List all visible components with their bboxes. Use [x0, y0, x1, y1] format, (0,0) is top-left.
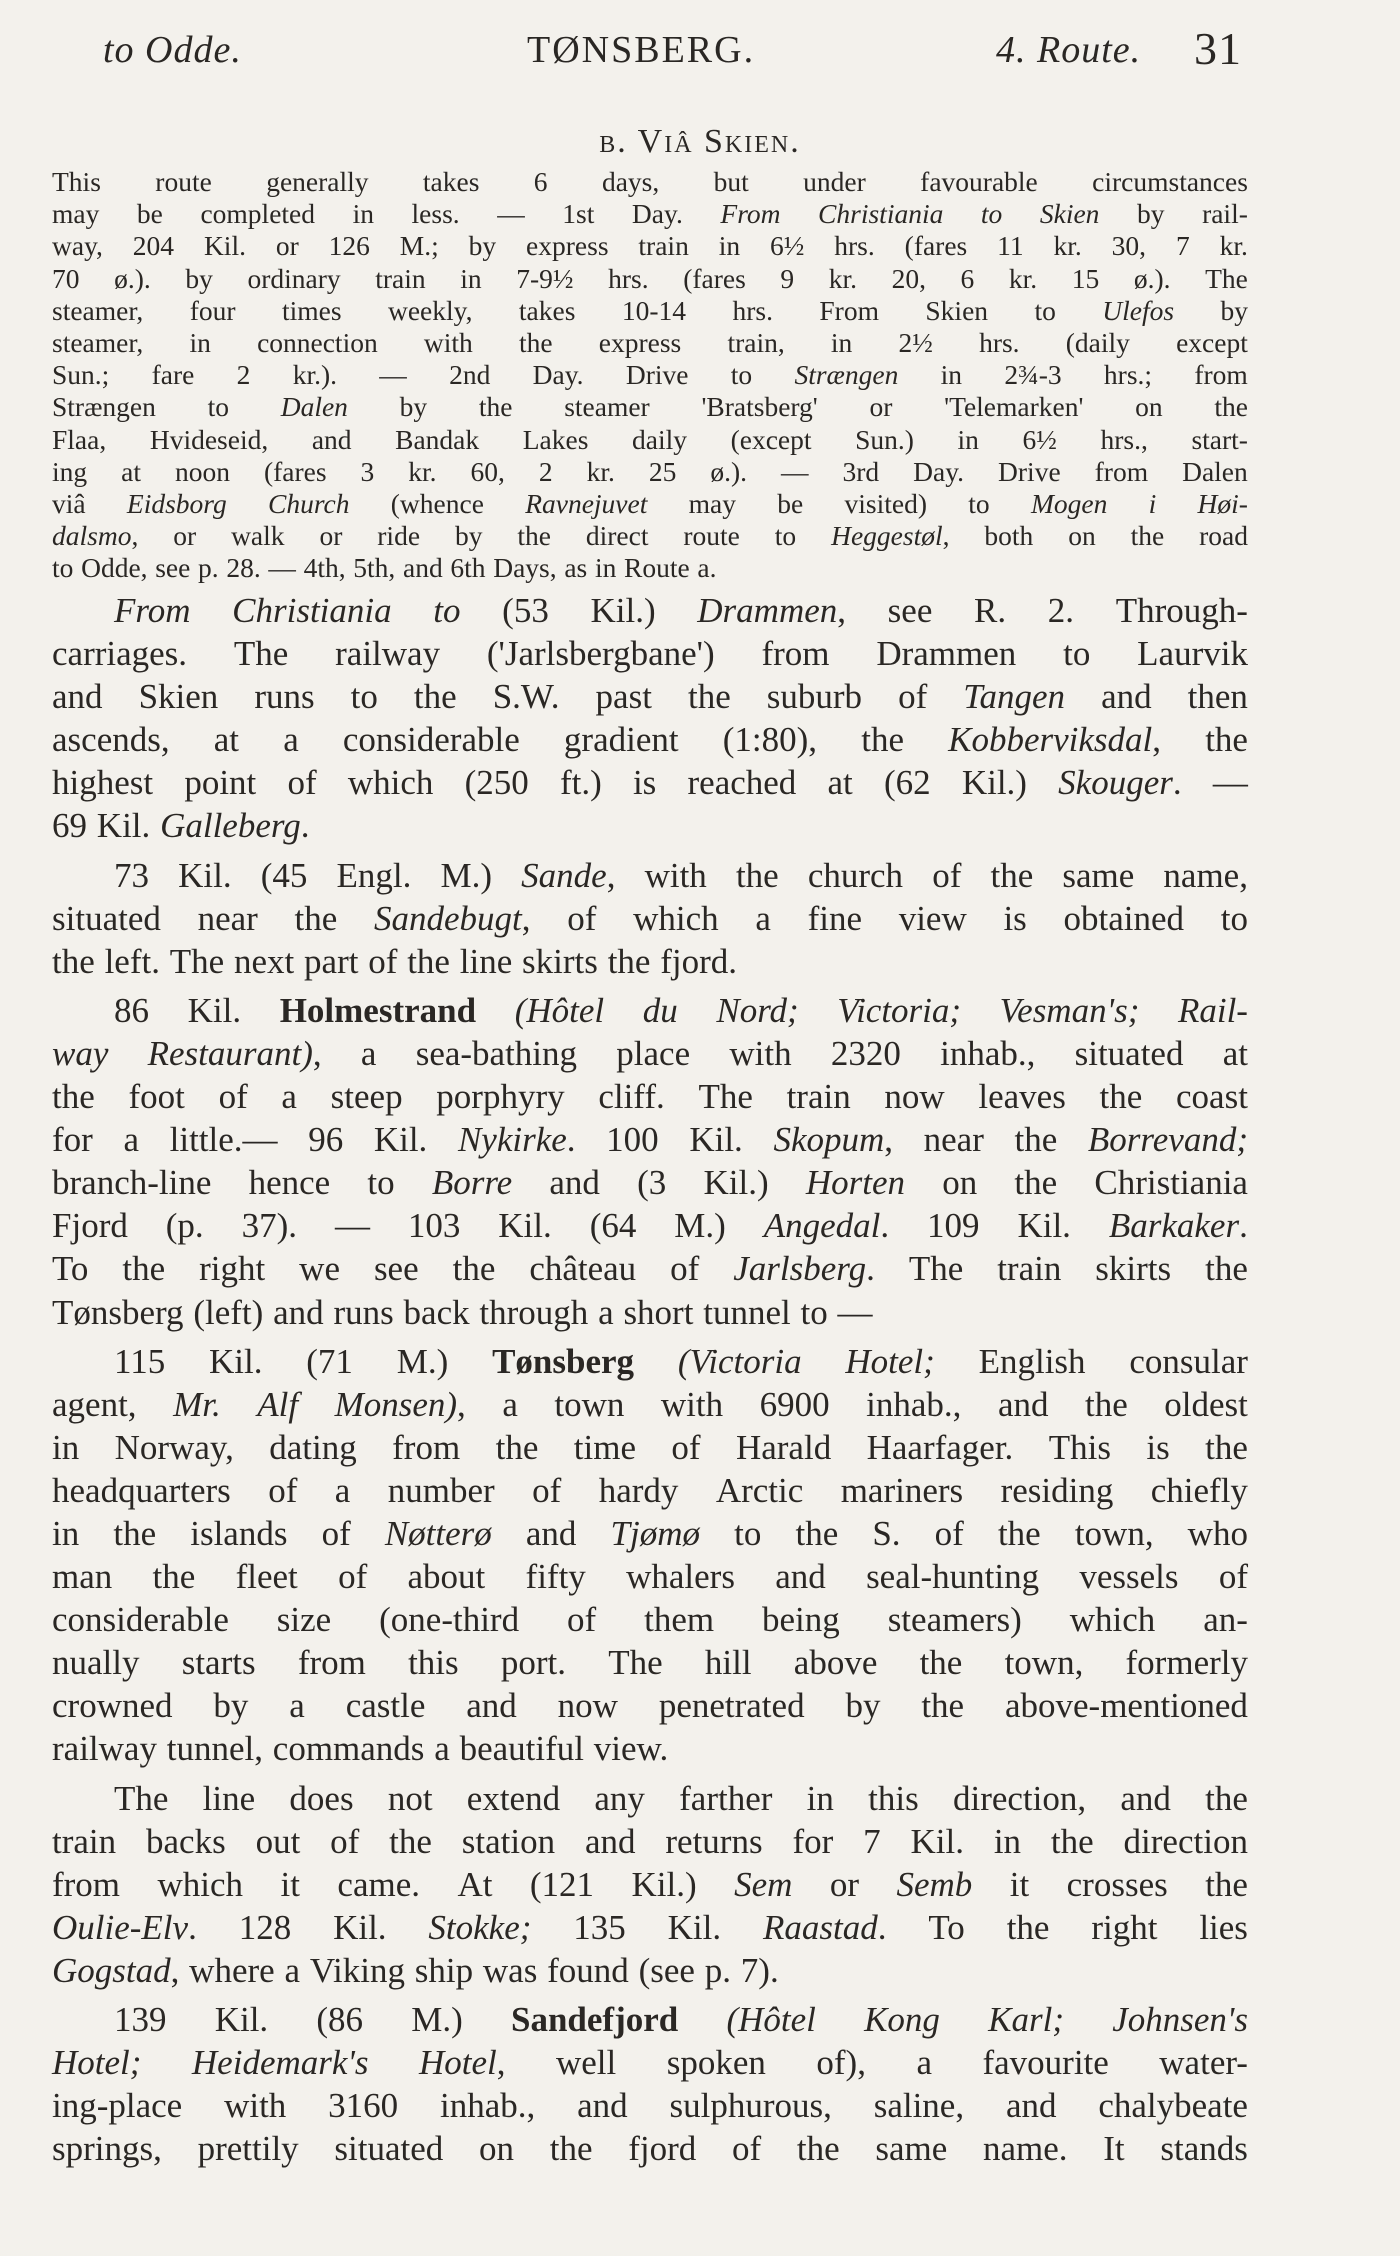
- text-line: situated near the Sandebugt, of which a fine view is obtained to: [52, 898, 1248, 938]
- text-line: Gogstad, where a Viking ship was found (see p. 7).: [52, 1950, 779, 1990]
- paragraph: [52, 1777, 1248, 1992]
- running-head-route: 4. Route.: [996, 29, 1142, 71]
- paragraph: [52, 1340, 1248, 1771]
- paragraph: [52, 854, 1248, 983]
- text-line: and Skien runs to the S.W. past the suburb of Tangen and then: [52, 677, 1248, 717]
- text-line: from which it came. At (121 Kil.) Sem or Semb it crosses the: [52, 1864, 1248, 1904]
- text-line: The line does not extend any farther in this direction, and the: [114, 1778, 1248, 1818]
- text-line: To the right we see the château of Jarlsberg. The train skirts the: [52, 1249, 1248, 1289]
- text-line: This route generally takes 6 days, but under favourable circumstances: [52, 166, 1248, 197]
- text-line: branch-line hence to Borre and (3 Kil.) Horten on the Christiania: [52, 1163, 1248, 1203]
- text-line: man the fleet of about fifty whalers and seal-hunting vessels of: [52, 1557, 1248, 1597]
- text-line: way Restaurant), a sea-bathing place with 2320 inhab., situated at: [52, 1033, 1248, 1073]
- text-line: dalsmo, or walk or ride by the direct route to Heggestøl, both on the road: [52, 520, 1248, 552]
- text-line: Tønsberg (left) and runs back through a short tunnel to —: [52, 1292, 873, 1332]
- text-line: Oulie-Elv. 128 Kil. Stokke; 135 Kil. Raastad. To the right lies: [52, 1907, 1248, 1947]
- text-line: for a little.— 96 Kil. Nykirke. 100 Kil. Skopum, near the Borrevand;: [52, 1120, 1248, 1160]
- page-number: 31: [1194, 23, 1242, 74]
- text-line: train backs out of the station and returns for 7 Kil. in the direction: [52, 1821, 1248, 1861]
- text-line: From Christiania to (53 Kil.) Drammen, see R. 2. Through-: [114, 591, 1248, 630]
- text-line: agent, Mr. Alf Monsen), a town with 6900 inhab., and the oldest: [52, 1384, 1248, 1424]
- text-line: way, 204 Kil. or 126 M.; by express train in 6½ hrs. (fares 11 kr. 30, 7 kr.: [52, 230, 1248, 262]
- running-head-title: TØNSBERG.: [527, 29, 756, 71]
- text-line: in the islands of Nøtterø and Tjømø to the S. of the town, who: [52, 1513, 1248, 1553]
- running-head-left: to Odde.: [103, 29, 242, 71]
- text-line: steamer, four times weekly, takes 10-14 hrs. From Skien to Ulefos by: [52, 294, 1248, 326]
- text-line: Sun.; fare 2 kr.). — 2nd Day. Drive to Strængen in 2¾-3 hrs.; from: [52, 359, 1248, 391]
- text-line: nually starts from this port. The hill above the town, formerly: [52, 1643, 1248, 1683]
- text-line: Hotel; Heidemark's Hotel, well spoken of), a favourite water-: [52, 2043, 1248, 2083]
- text-line: 73 Kil. (45 Engl. M.) Sande, with the church of the same name,: [114, 855, 1248, 895]
- text-line: carriages. The railway ('Jarlsbergbane') from Drammen to Laurvik: [52, 634, 1248, 674]
- text-line: viâ Eidsborg Church (whence Ravnejuvet may be visited) to Mogen i Høi-: [52, 487, 1248, 519]
- text-line: headquarters of a number of hardy Arctic mariners residing chiefly: [52, 1470, 1248, 1510]
- text-line: Strængen to Dalen by the steamer 'Bratsberg' or 'Telemarken' on the: [52, 391, 1248, 423]
- paragraph: [52, 589, 1248, 848]
- text-line: springs, prettily situated on the fjord of the same name. It stands: [52, 2129, 1248, 2169]
- text-line: 69 Kil. Galleberg.: [52, 806, 310, 846]
- text-line: railway tunnel, commands a beautiful view.: [52, 1729, 669, 1769]
- text-line: ascends, at a considerable gradient (1:80), the Kobberviksdal, the: [52, 720, 1248, 760]
- text-line: highest point of which (250 ft.) is reached at (62 Kil.) Skouger. —: [52, 763, 1248, 803]
- text-line: considerable size (one-third of them being steamers) which an-: [52, 1600, 1248, 1640]
- text-line: 70 ø.). by ordinary train in 7-9½ hrs. (fares 9 kr. 20, 6 kr. 15 ø.). The: [52, 262, 1248, 294]
- text-line: crowned by a castle and now penetrated by the above-mentioned: [52, 1686, 1248, 1726]
- text-line: the left. The next part of the line skirts the fjord.: [52, 941, 738, 981]
- text-line: the foot of a steep porphyry cliff. The train now leaves the coast: [52, 1077, 1248, 1117]
- paragraph: [52, 1998, 1248, 2170]
- route-summary-paragraph: [52, 166, 1248, 584]
- text-line: ing-place with 3160 inhab., and sulphurous, saline, and chalybeate: [52, 2086, 1248, 2126]
- text-line: 86 Kil. Holmestrand (Hôtel du Nord; Victoria; Vesman's; Rail-: [114, 990, 1248, 1030]
- text-line: 139 Kil. (86 M.) Sandefjord (Hôtel Kong Karl; Johnsen's: [114, 2000, 1248, 2039]
- paragraph: [52, 989, 1248, 1334]
- text-line: Fjord (p. 37). — 103 Kil. (64 M.) Angedal. 109 Kil. Barkaker.: [52, 1206, 1248, 1246]
- section-subheading: [0, 123, 1400, 161]
- subheading-text: b. Viâ Skien.: [599, 123, 801, 160]
- text-line: 115 Kil. (71 M.) Tønsberg (Victoria Hotel; English consular: [114, 1341, 1248, 1381]
- route-body-text: [52, 589, 1248, 2170]
- text-line: may be completed in less. — 1st Day. From Christiania to Skien by rail-: [52, 198, 1248, 230]
- text-line: steamer, in connection with the express train, in 2½ hrs. (daily except: [52, 326, 1248, 358]
- text-line: to Odde, see p. 28. — 4th, 5th, and 6th Days, as in Route a.: [52, 552, 717, 584]
- text-line: Flaa, Hvideseid, and Bandak Lakes daily (except Sun.) in 6½ hrs., start-: [52, 423, 1248, 455]
- text-line: ing at noon (fares 3 kr. 60, 2 kr. 25 ø.). — 3rd Day. Drive from Dalen: [52, 455, 1248, 487]
- text-line: in Norway, dating from the time of Harald Haarfager. This is the: [52, 1427, 1248, 1467]
